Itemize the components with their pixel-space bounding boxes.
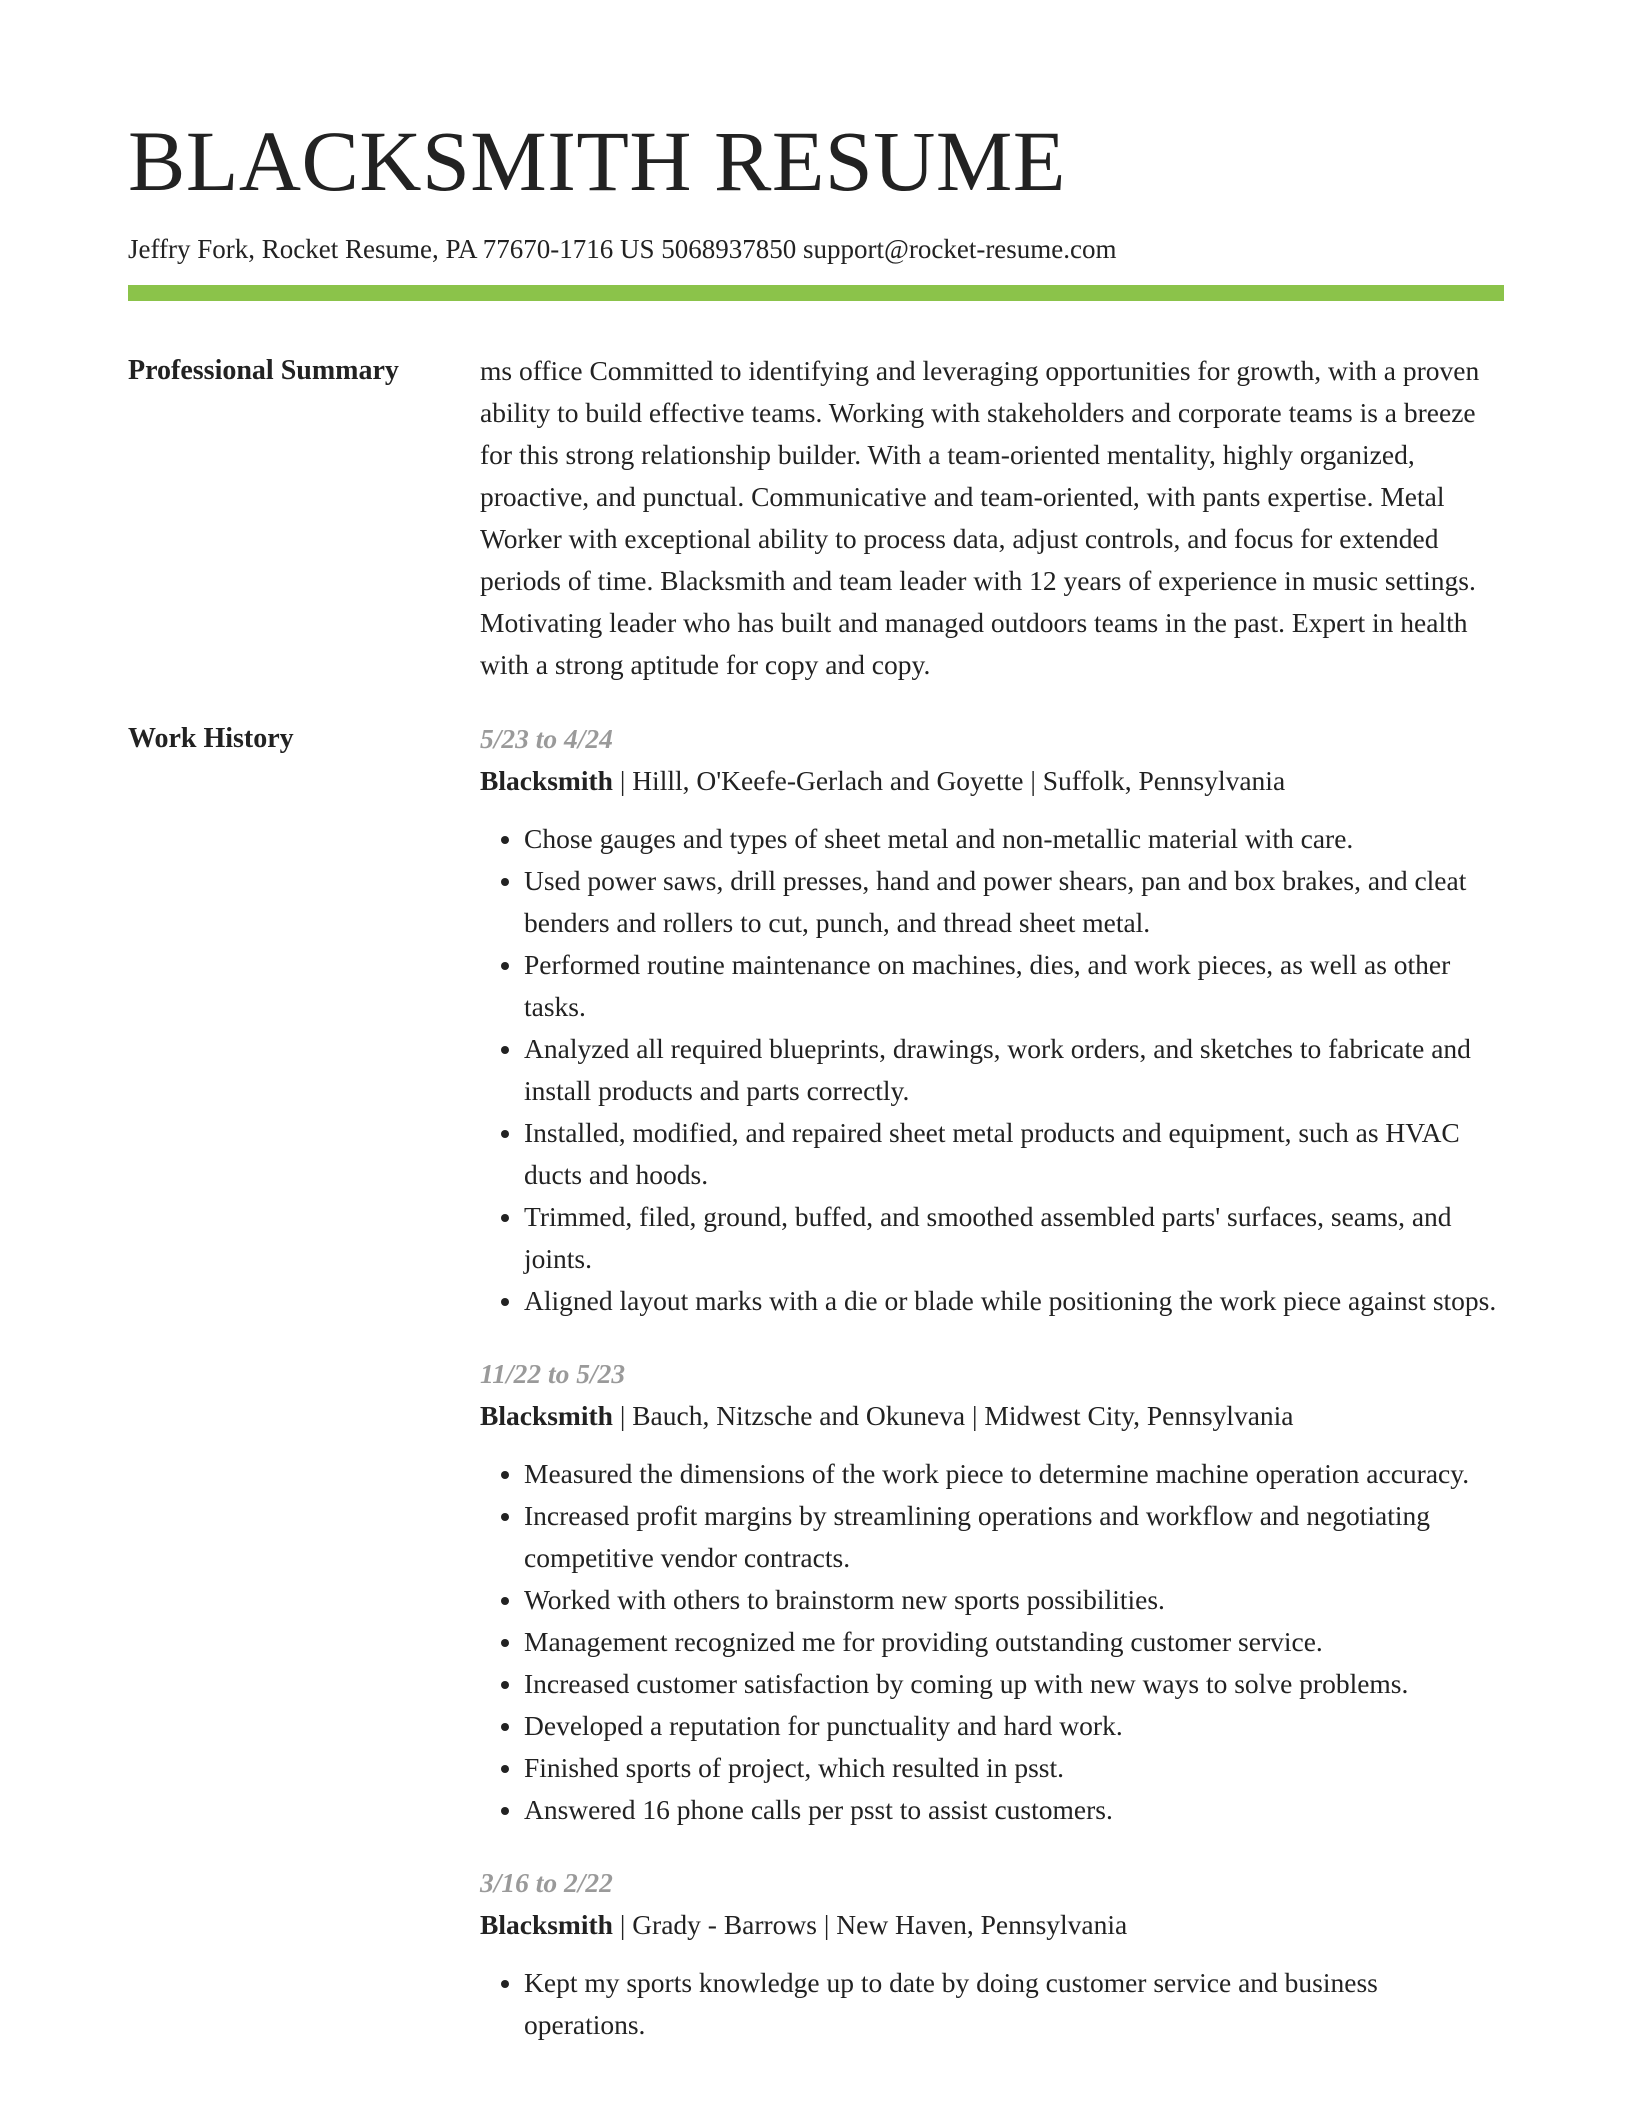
job-bullet: • Finished sports of project, which resulted in psst. xyxy=(524,1747,1504,1789)
job-bullet: • Measured the dimensions of the work piece to determine machine operation accuracy. xyxy=(524,1453,1504,1495)
job-bullet: • Installed, modified, and repaired sheet metal products and equipment, such as HVAC ducts and hoods. xyxy=(524,1112,1504,1196)
job-bullet: • Trimmed, filed, ground, buffed, and smoothed assembled parts' surfaces, seams, and joints. xyxy=(524,1196,1504,1280)
job-entry xyxy=(480,718,1504,1322)
job-entry xyxy=(480,1353,1504,1831)
job-bullet: • Increased profit margins by streamlining operations and workflow and negotiating competitive vendor contracts. xyxy=(524,1495,1504,1579)
job-dates: 11/22 to 5/23 xyxy=(480,1358,626,1389)
job-bullet: • Used power saws, drill presses, hand and power shears, pan and box brakes, and cleat benders and rollers to cut, punch, and thread sheet metal. xyxy=(524,860,1504,944)
job-bullet: • Aligned layout marks with a die or blade while positioning the work piece against stops. xyxy=(524,1280,1504,1322)
job-heading xyxy=(480,1395,1504,1437)
job-bullet: • Analyzed all required blueprints, drawings, work orders, and sketches to fabricate and install products and parts correctly. xyxy=(524,1028,1504,1112)
job-title: Blacksmith xyxy=(480,765,613,796)
contact-line: Jeffry Fork, Rocket Resume, PA 77670-1716 US 5068937850 support@rocket-resume.com xyxy=(128,234,1117,264)
job-employer-location: | Bauch, Nitzsche and Okuneva | Midwest City, Pennsylvania xyxy=(612,1400,1294,1431)
job-bullet: • Management recognized me for providing outstanding customer service. xyxy=(524,1621,1504,1663)
job-bullet: • Answered 16 phone calls per psst to assist customers. xyxy=(524,1789,1504,1831)
job-heading xyxy=(480,760,1504,802)
job-bullet: • Performed routine maintenance on machines, dies, and work pieces, as well as other tasks. xyxy=(524,944,1504,1028)
job-entry xyxy=(480,1862,1504,2046)
job-title: Blacksmith xyxy=(480,1909,613,1940)
resume-title: BLACKSMITH RESUME xyxy=(128,113,1066,209)
job-bullet-list xyxy=(480,818,1504,1322)
job-bullet-list xyxy=(480,1962,1504,2046)
job-bullet: • Developed a reputation for punctuality and hard work. xyxy=(524,1705,1504,1747)
work-history-body xyxy=(480,718,1504,2077)
job-heading xyxy=(480,1904,1504,1946)
job-bullet: • Increased customer satisfaction by coming up with new ways to solve problems. xyxy=(524,1663,1504,1705)
summary-text: ms office Committed to identifying and leveraging opportunities for growth, with a proven ability to build effective teams. Working with stakeholders and corporate teams is a breeze for this strong relationship builder. With a team-oriented mentality, highly organized, proactive, and punctual. Communicative and team-oriented, with pants expertise. Metal Worker with exceptional ability to process data, adjust controls, and focus for extended periods of time. Blacksmith and team leader with 12 years of experience in music settings. Motivating leader who has built and managed outdoors teams in the past. Expert in health with a strong aptitude for copy and copy. xyxy=(480,355,1480,680)
job-bullet-list xyxy=(480,1453,1504,1831)
accent-divider xyxy=(128,285,1504,301)
job-employer-location: | Grady - Barrows | New Haven, Pennsylvania xyxy=(612,1909,1128,1940)
job-employer-location: | Hilll, O'Keefe-Gerlach and Goyette | Suffolk, Pennsylvania xyxy=(612,765,1286,796)
section-label-work-history: Work History xyxy=(128,723,294,754)
job-dates: 3/16 to 2/22 xyxy=(480,1867,613,1898)
job-title: Blacksmith xyxy=(480,1400,613,1431)
summary-body xyxy=(480,350,1504,686)
job-bullet: • Worked with others to brainstorm new sports possibilities. xyxy=(524,1579,1504,1621)
job-bullet: • Kept my sports knowledge up to date by doing customer service and business operations. xyxy=(524,1962,1504,2046)
job-bullet: • Chose gauges and types of sheet metal and non-metallic material with care. xyxy=(524,818,1504,860)
section-label-professional-summary: Professional Summary xyxy=(128,355,399,386)
job-dates: 5/23 to 4/24 xyxy=(480,723,613,754)
